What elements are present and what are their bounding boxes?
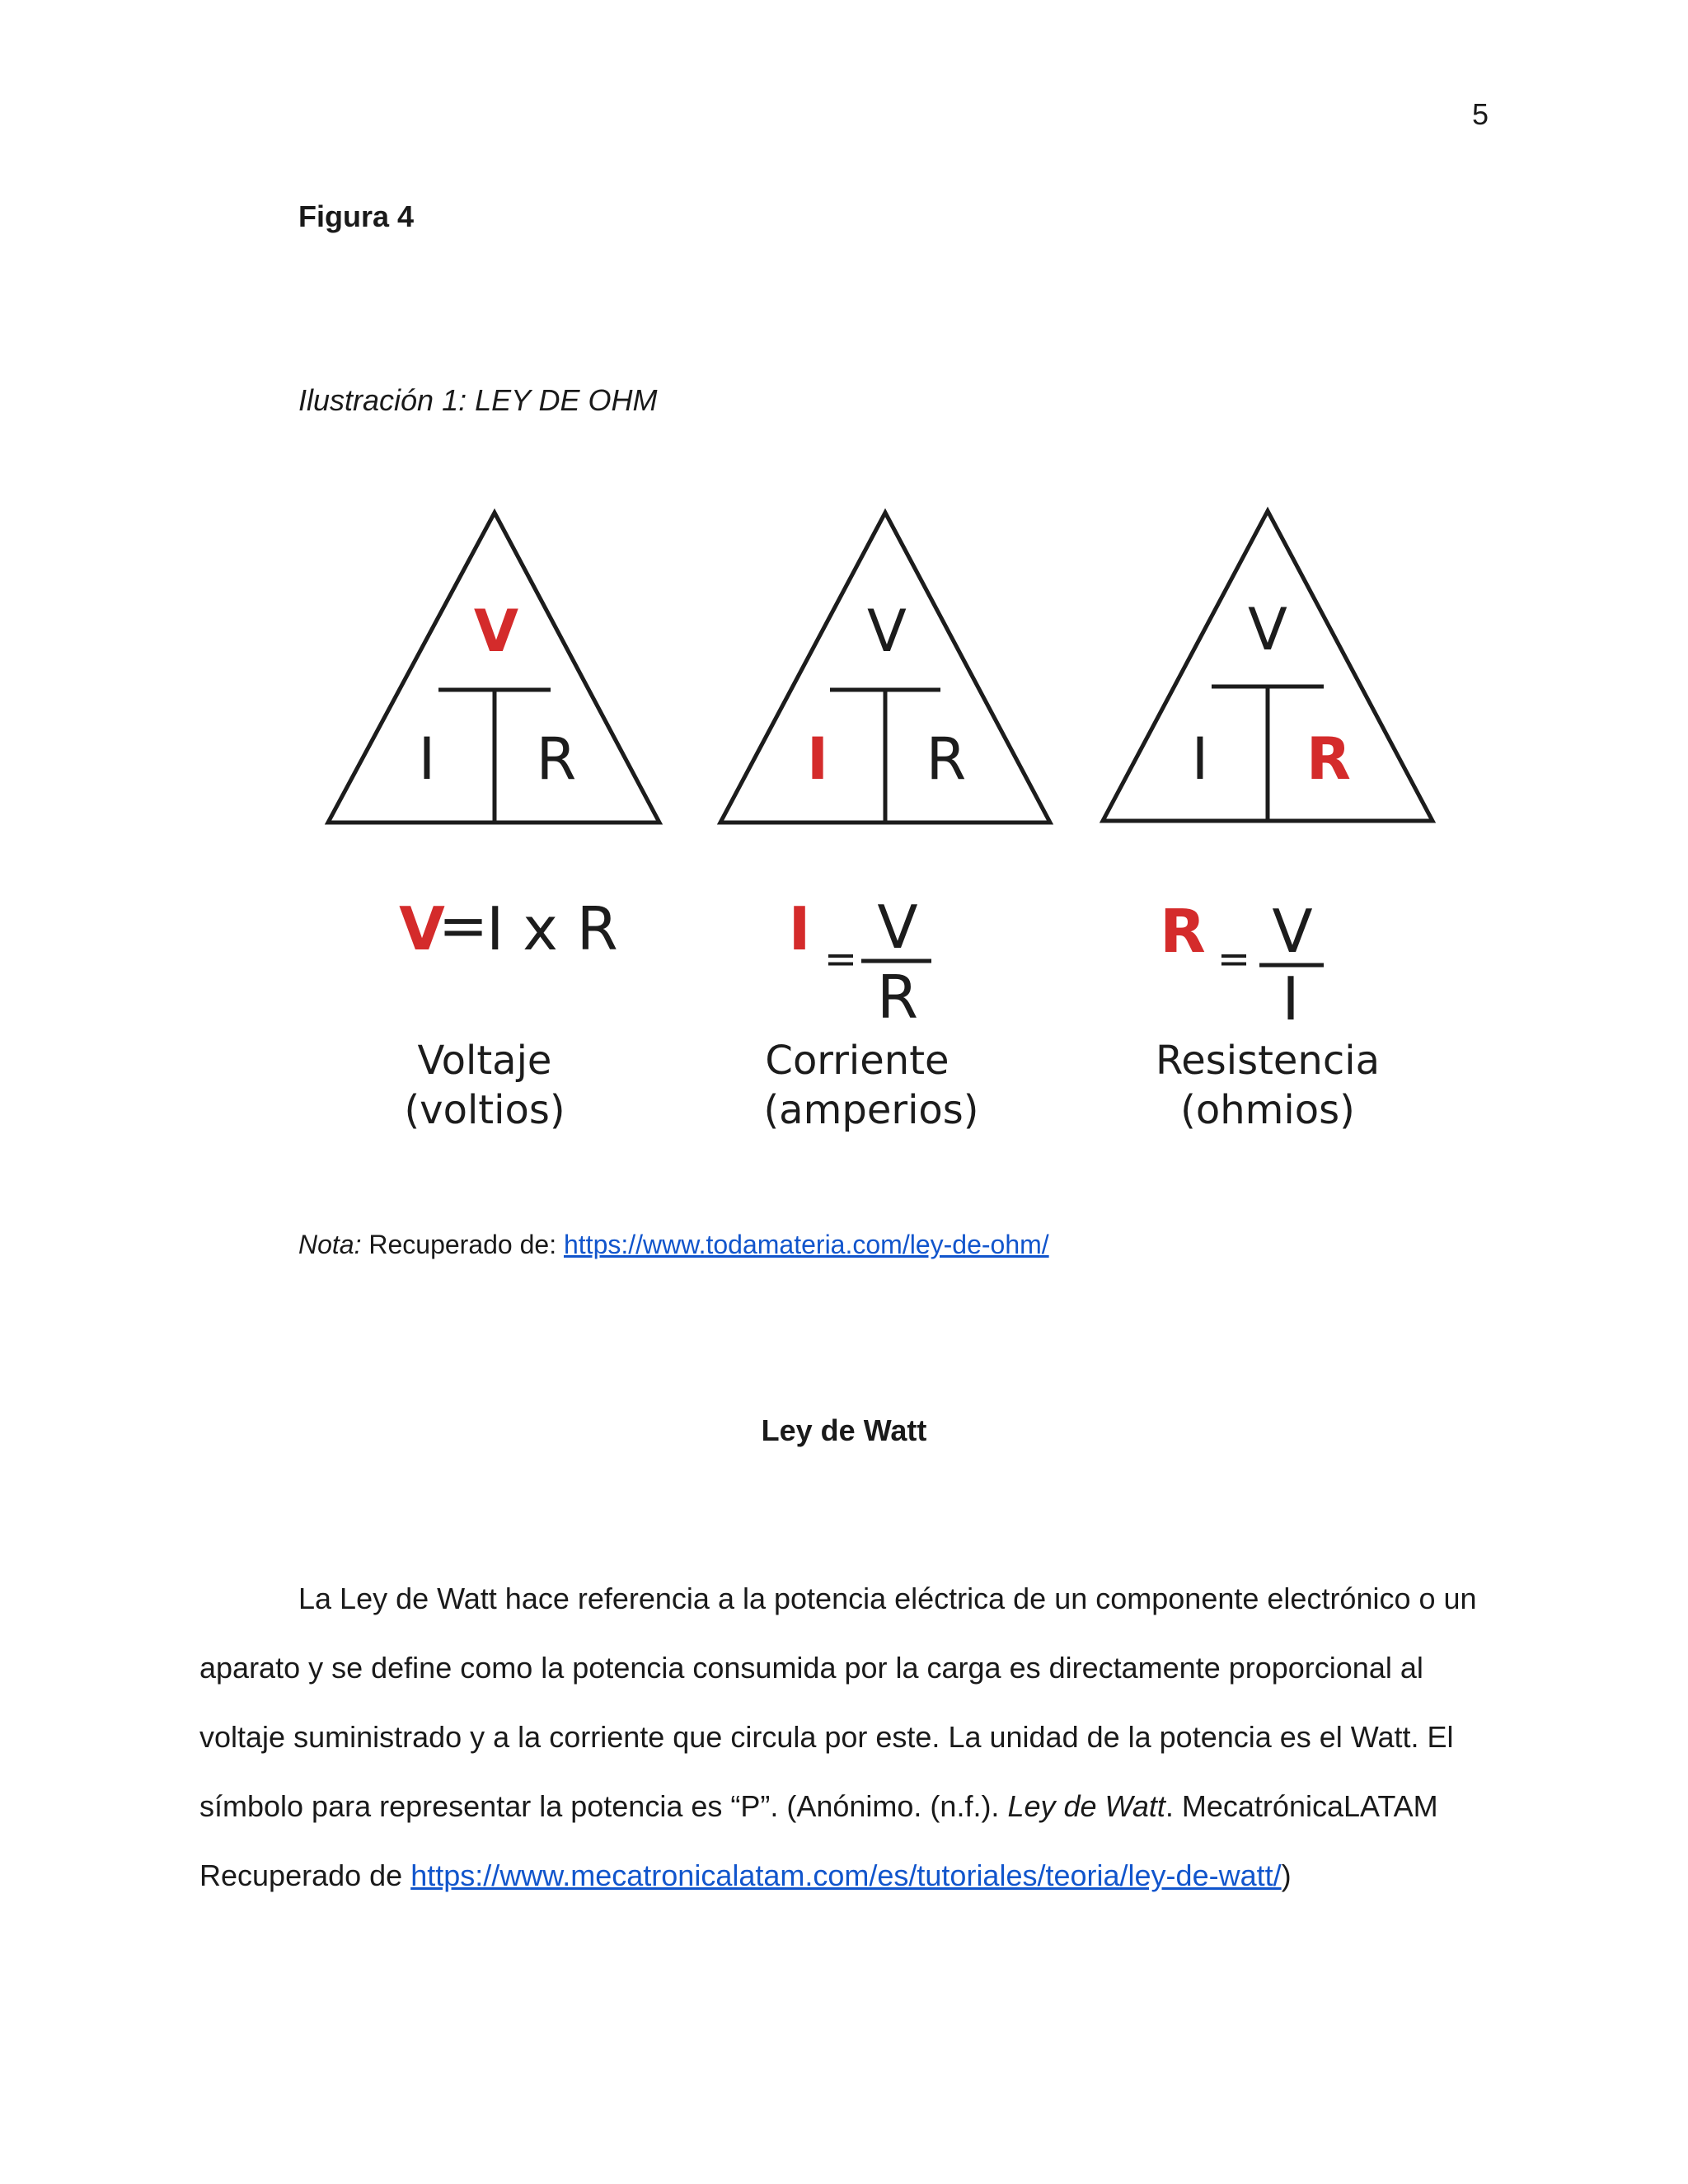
paragraph-text-continued: . MecatrónicaLATAM Recuperado de xyxy=(199,1789,1438,1892)
page-number: 5 xyxy=(1472,97,1489,131)
ohm-triangle-resistance xyxy=(1103,511,1432,821)
formula-voltage xyxy=(399,891,618,963)
formula-equals: = xyxy=(1217,936,1251,982)
triangle-top-letter: V xyxy=(867,598,907,665)
figure-note xyxy=(298,1230,1049,1260)
triangle-bottom-right-letter: R xyxy=(536,725,577,793)
formula-resistance xyxy=(1160,897,1324,1033)
formula-denominator: I xyxy=(1282,964,1300,1033)
formula-lhs: R xyxy=(1160,897,1206,966)
triangle-bottom-left-letter: I xyxy=(806,725,829,793)
label-voltage-unit: (voltios) xyxy=(404,1087,565,1133)
ohm-triangle-voltage xyxy=(328,513,659,823)
triangle-bottom-right-letter: R xyxy=(926,725,967,793)
ohm-law-diagram xyxy=(313,494,1459,1154)
formula-equals: = xyxy=(438,891,489,960)
source-link[interactable]: https://www.todamateria.com/ley-de-ohm/ xyxy=(563,1230,1049,1259)
formula-denominator: R xyxy=(876,963,919,1032)
formula-numerator: V xyxy=(877,893,918,962)
formula-lhs: V xyxy=(399,894,445,963)
paragraph-closing: ) xyxy=(1281,1858,1292,1892)
triangle-top-letter: V xyxy=(473,598,519,665)
figure-caption: Ilustración 1: LEY DE OHM xyxy=(298,383,658,417)
label-current-name: Corriente xyxy=(765,1038,950,1084)
label-resistance-unit: (ohmios) xyxy=(1180,1087,1355,1133)
triangle-bottom-left-letter: I xyxy=(1191,725,1209,793)
note-label: Nota: xyxy=(298,1230,362,1259)
ohm-triangle-current xyxy=(720,513,1050,823)
section-heading: Ley de Watt xyxy=(761,1413,927,1447)
label-resistance-name: Resistencia xyxy=(1156,1038,1380,1084)
label-voltage-name: Voltaje xyxy=(417,1038,552,1084)
note-text: Recuperado de: xyxy=(361,1230,564,1259)
body-paragraph xyxy=(199,1564,1485,1910)
figure-label: Figura 4 xyxy=(298,199,415,233)
formula-rhs: I x R xyxy=(486,894,618,963)
formula-current xyxy=(789,893,931,1032)
formula-lhs: I xyxy=(788,894,811,963)
citation-title: Ley de Watt xyxy=(1007,1789,1165,1823)
label-current-unit: (amperios) xyxy=(763,1087,979,1133)
formula-numerator: V xyxy=(1272,897,1313,966)
triangle-top-letter: V xyxy=(1248,596,1287,663)
formula-equals: = xyxy=(823,936,858,982)
triangle-bottom-left-letter: I xyxy=(418,725,436,793)
citation-link[interactable]: https://www.mecatronicalatam.com/es/tutoriales/teoria/ley-de-watt/ xyxy=(410,1858,1282,1892)
paragraph-text: La Ley de Watt hace referencia a la potencia eléctrica de un componente electrónico o un aparato y se define como la potencia consumida por la carga es directamente proporcional al voltaje suministrado y a la corriente que circula por este. La unidad de la potencia es el Watt. El símbolo para representar la potencia es “P”. (Anónimo. (n.f.). xyxy=(199,1582,1477,1823)
triangle-bottom-right-letter: R xyxy=(1306,725,1351,793)
